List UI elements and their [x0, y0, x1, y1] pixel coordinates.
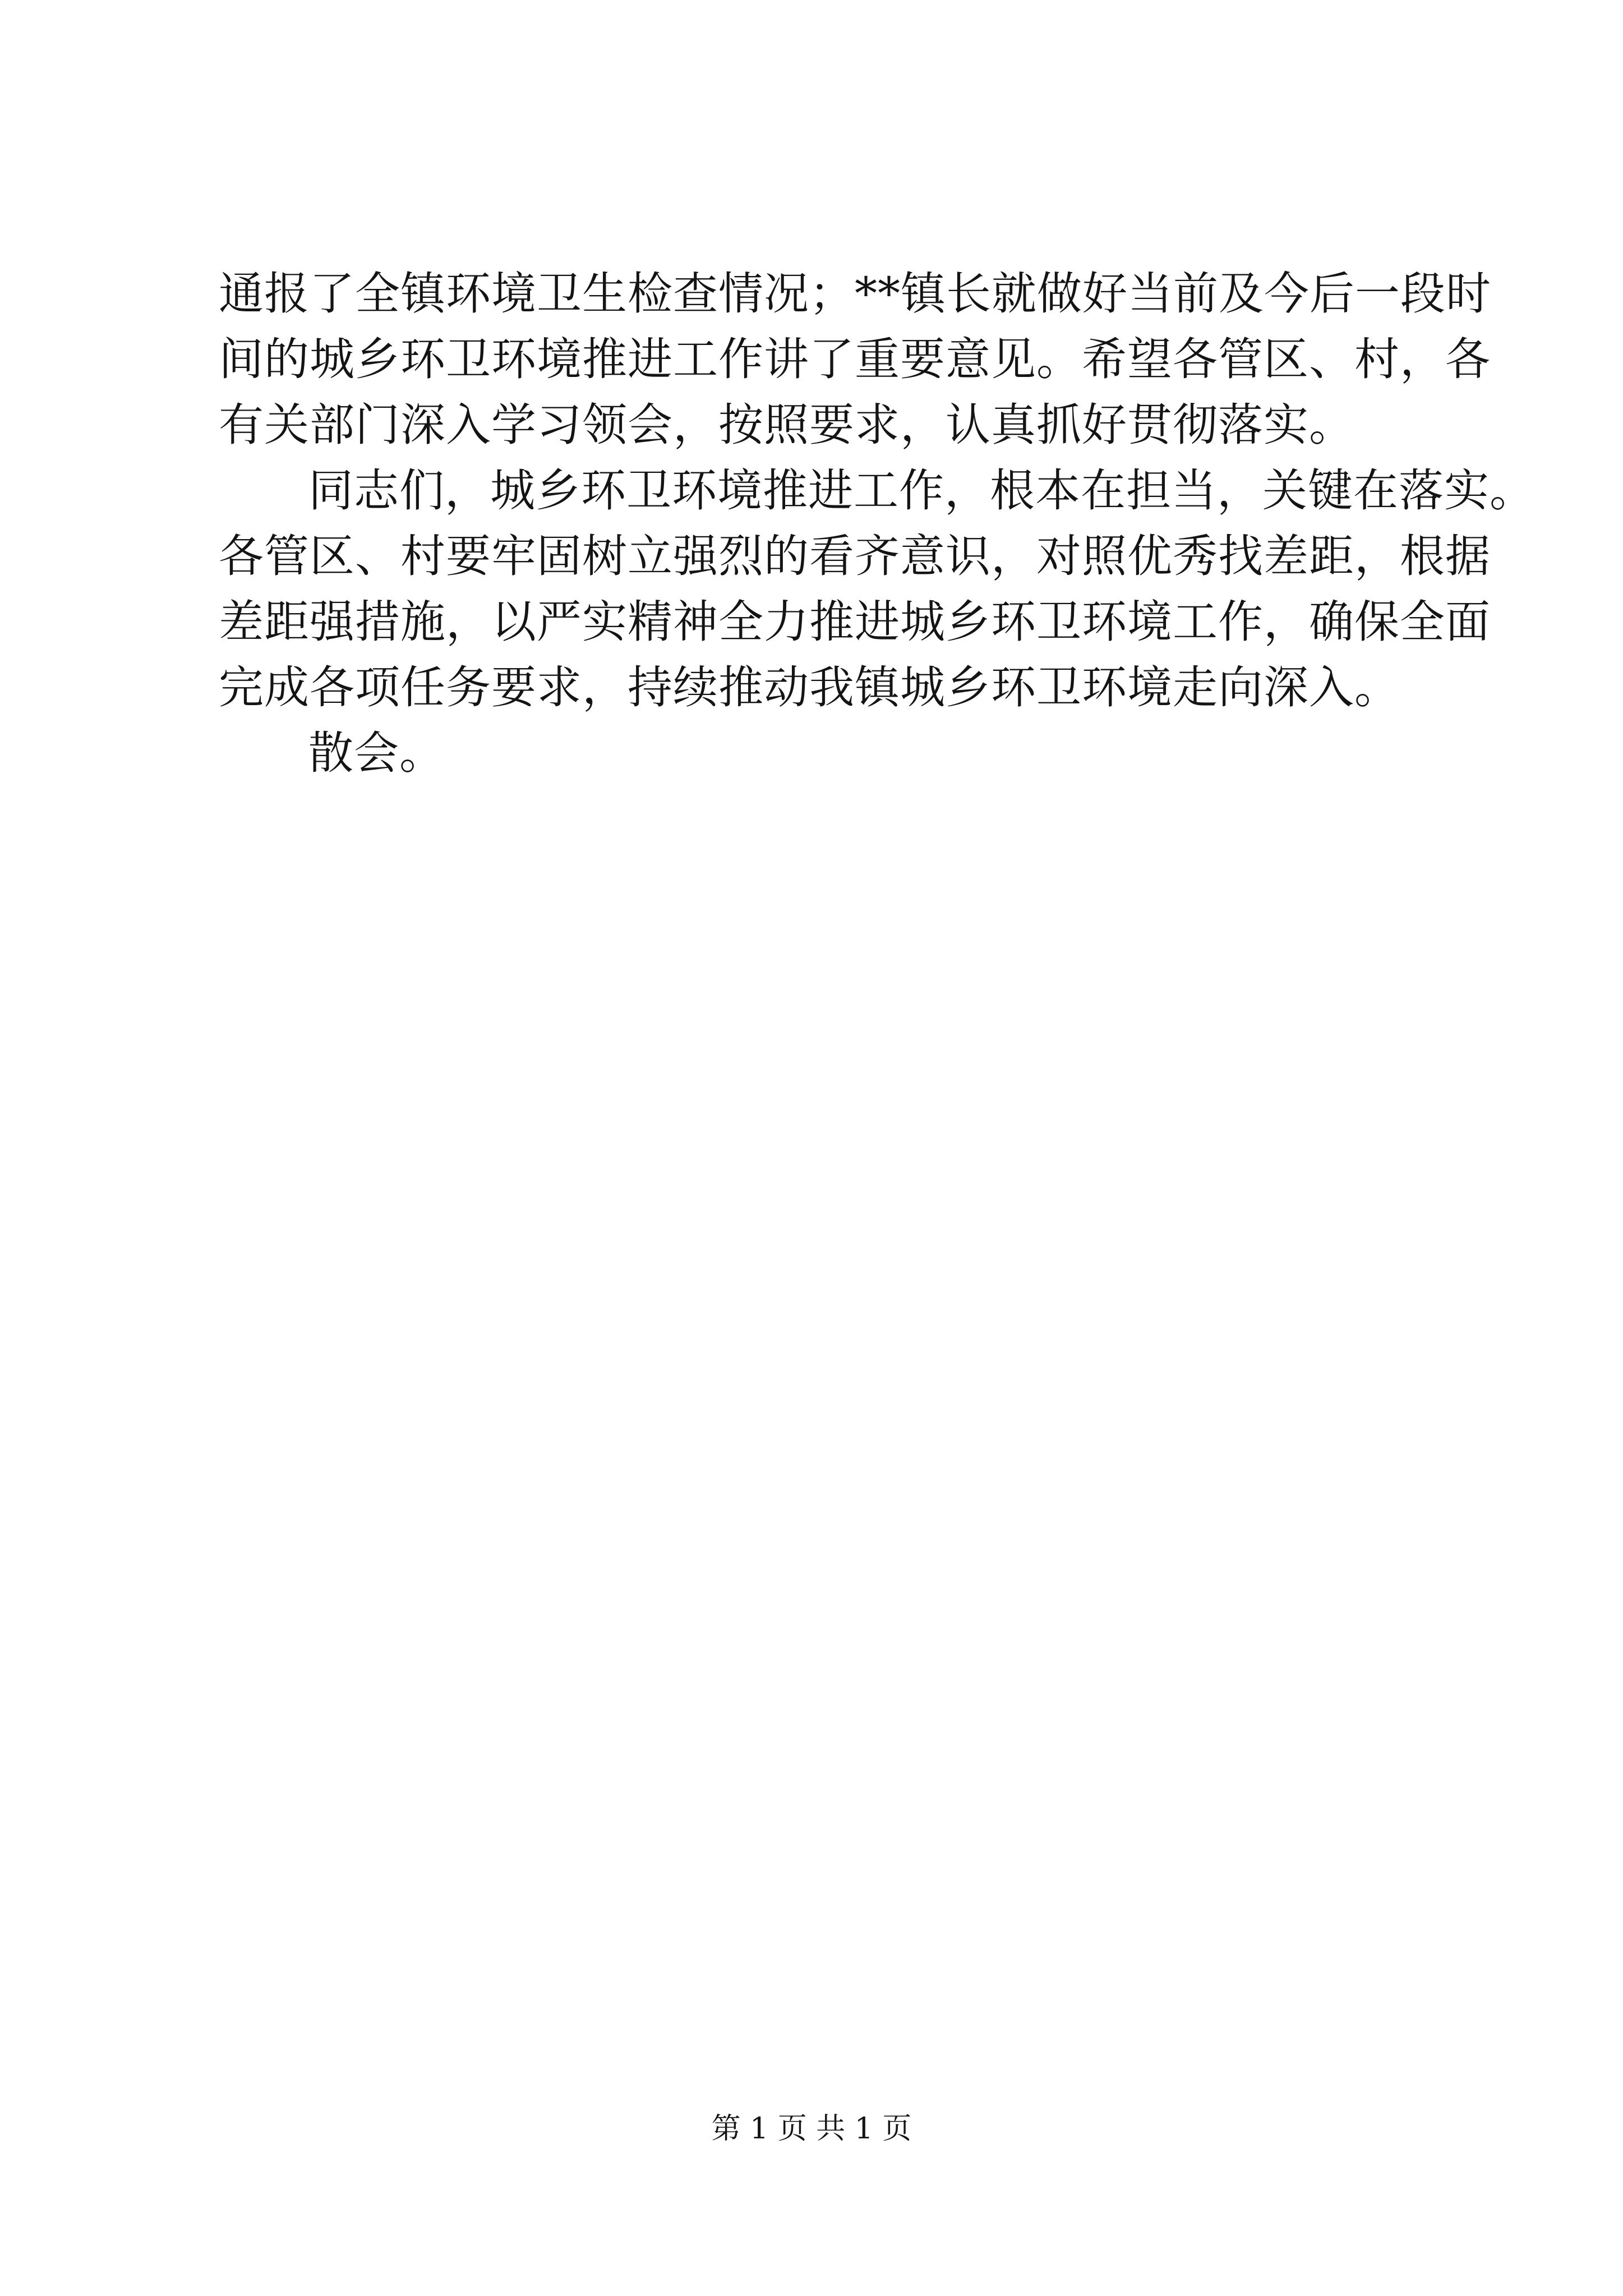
document-body	[219, 261, 1535, 786]
paragraph-2-line-3: 差距强措施，以严实精神全力推进城乡环卫环境工作，确保全面	[219, 596, 1491, 648]
page-footer: 第 1 页 共 1 页	[711, 2112, 912, 2146]
paragraph-1-line-2: 间的城乡环卫环境推进工作讲了重要意见。希望各管区、村，各	[219, 333, 1491, 385]
paragraph-3-line-1: 散会。	[308, 727, 445, 779]
paragraph-2-line-2: 各管区、村要牢固树立强烈的看齐意识，对照优秀找差距，根据	[219, 530, 1491, 582]
paragraph-2-line-1: 同志们，城乡环卫环境推进工作，根本在担当，关键在落实。	[308, 464, 1535, 517]
paragraph-2-line-4: 完成各项任务要求，持续推动我镇城乡环卫环境走向深入。	[219, 661, 1400, 714]
paragraph-1-line-3: 有关部门深入学习领会，按照要求，认真抓好贯彻落实。	[219, 399, 1354, 451]
paragraph-1-line-1: 通报了全镇环境卫生检查情况；**镇长就做好当前及今后一段时	[219, 268, 1491, 320]
